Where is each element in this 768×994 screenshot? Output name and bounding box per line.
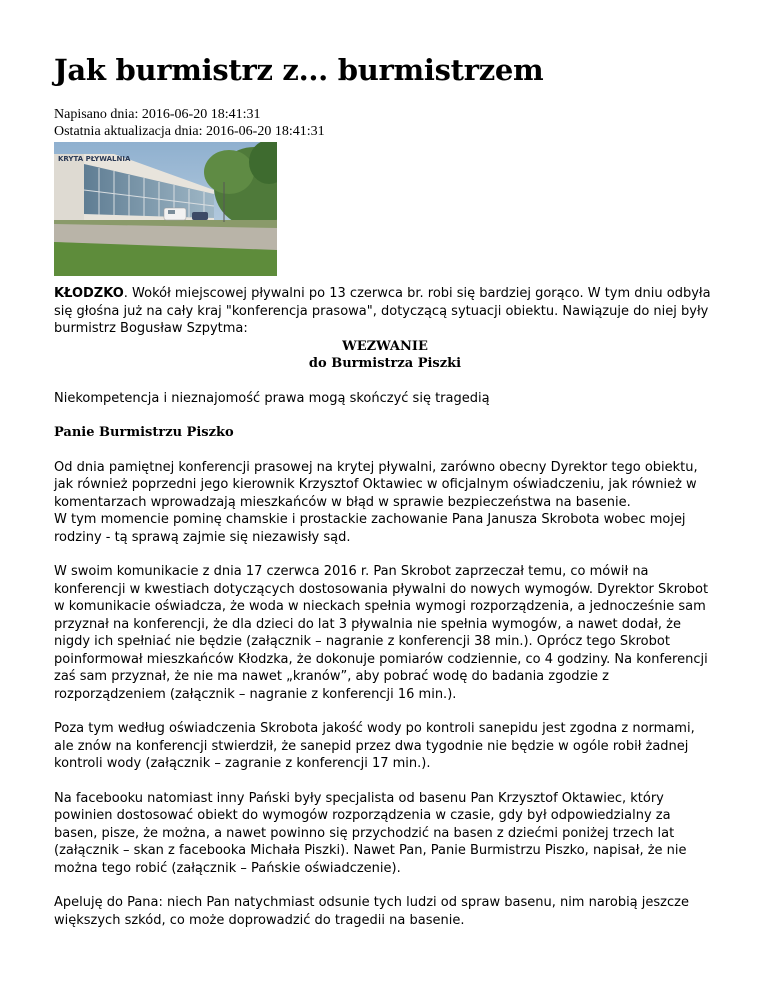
paragraph-1: Od dnia pamiętnej konferencji prasowej na krytej pływalni, zarówno obecny Dyrektor tego obiektu, jak również poprzedni jego kierownik Krzysztof Oktawiec w oficjalnym oświadczeniu, jak również w komentarzach wprowadzają mieszkańców w błąd w sprawie bezpieczeństwa na basenie.	[54, 459, 698, 510]
lead-text: . Wokół miejscowej pływalni po 13 czerwca br. robi się bardziej gorąco. W tym dniu odbyła się głośna już na cały kraj "konferencja prasowa", dotyczącą sytuacji obiektu. Nawiązuje do niej były burmistrz Bogusław Szpytma:	[54, 286, 711, 336]
swimming-pool-image	[54, 142, 277, 276]
paragraph-1b: W tym momencie pominę chamskie i prostackie zachowanie Pana Janusza Skrobota wobec mojej rodziny - tą sprawą zajmie się niezawisły sąd.	[54, 512, 686, 545]
building-sign: KRYTA PŁYWALNIA	[58, 155, 131, 163]
article-body	[54, 285, 716, 929]
salutation: Panie Burmistrzu Piszko	[54, 425, 234, 440]
posted-date: Napisano dnia: 2016-06-20 18:41:31	[54, 107, 261, 122]
subtitle: Niekompetencja i nieznajomość prawa mogą skończyć się tragedią	[54, 390, 490, 406]
call-title-line-1: WEZWANIE	[342, 338, 428, 354]
article-meta	[54, 106, 325, 140]
paragraph-2: W swoim komunikacie z dnia 17 czerwca 2016 r. Pan Skrobot zaprzeczał temu, co mówił na konferencji w kwestiach dotyczących dostosowania pływalni do nowych wymogów. Dyrektor Skrobot w komunikacie oświadcza, że woda w nieckach spełnia wymogi rozporządzenia, a jednocześnie sam przyznał na konferencji, że dla dzieci do lat 3 pływalnia nie spełnia wymogów, a nawet dodał, że nigdy ich spełniać nie będzie (załącznik – nagranie z konferencji 38 min.). Oprócz tego Skrobot poinformował mieszkańców Kłodzka, że dokonuje pomiarów codziennie, co 4 godziny. Na konferencji zaś sam przyznał, że nie ma nawet „kranów”, aby pobrać wodę do badania zgodzie z rozporządzeniem (załącznik – nagranie z konferencji 16 min.).	[54, 564, 709, 702]
paragraph-5: Apeluję do Pana: niech Pan natychmiast odsunie tych ludzi od spraw basenu, nim narobią jeszcze większych szkód, co może doprowadzić do tragedii na basenie.	[54, 895, 689, 928]
paragraph-3: Poza tym według oświadczenia Skrobota jakość wody po kontroli sanepidu jest zgodna z normami, ale znów na konferencji stwierdził, że sanepid przez dwa tygodnie nie będzie w ogóle robił żadnej kontroli wody (załącznik – zagranie z konferencji 17 min.).	[54, 721, 695, 771]
article-title: Jak burmistrz z... burmistrzem	[54, 53, 544, 87]
lead-place: KŁODZKO	[54, 286, 124, 301]
updated-date: Ostatnia aktualizacja dnia: 2016-06-20 18:41:31	[54, 124, 325, 139]
swimming-pool-photo	[54, 142, 277, 276]
lead-paragraph	[54, 285, 716, 338]
paragraph-4: Na facebooku natomiast inny Pański były specjalista od basenu Pan Krzysztof Oktawiec, który powinien dostosować obiekt do wymogów rozporządzenia w czasie, gdy był odpowiedzialny za basen, pisze, że można, a nawet powinno się przychodzić na basen z dziećmi poniżej trzech lat (załącznik – skan z facebooka Michała Piszki). Nawet Pan, Panie Burmistrzu Piszko, napisał, że nie można tego robić (załącznik – Pańskie oświadczenie).	[54, 790, 687, 876]
call-title-line-2: do Burmistrza Piszki	[308, 356, 462, 371]
